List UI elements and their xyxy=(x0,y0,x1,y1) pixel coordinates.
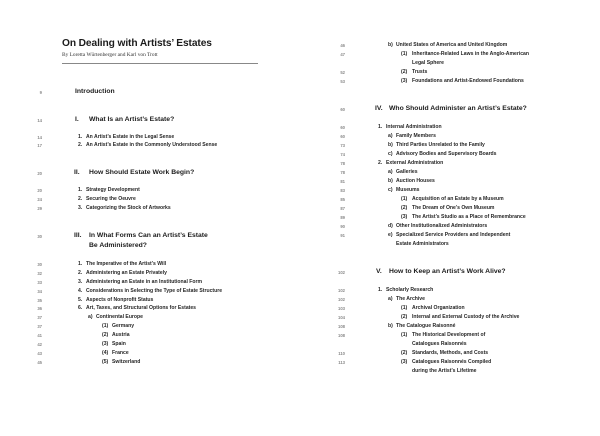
entry-title: External Administration xyxy=(386,160,444,166)
page-number: 78 xyxy=(340,169,345,175)
page-number: 108 xyxy=(338,332,345,338)
entry-title: Categorizing the Stock of Artworks xyxy=(86,205,171,211)
entry-number: (3) xyxy=(401,214,408,220)
title-divider xyxy=(62,63,258,64)
page-number: 74 xyxy=(340,151,345,157)
page-number: 37 xyxy=(37,314,42,320)
entry-title: Spain xyxy=(112,341,126,347)
page-number: 14 xyxy=(37,134,42,140)
entry-number: I. xyxy=(75,116,79,123)
page-number: 47 xyxy=(340,51,345,57)
entry-number: a) xyxy=(388,296,393,302)
page-number: 60 xyxy=(340,107,345,112)
entry-title: An Artist’s Estate in the Commonly Understood Sense xyxy=(86,142,218,148)
page-number: 20 xyxy=(37,171,42,176)
entry-title: Family Members xyxy=(396,133,436,139)
entry-number: 1. xyxy=(78,261,83,267)
entry-number: (2) xyxy=(401,314,408,320)
page-number: 45 xyxy=(37,359,42,365)
entry-number: (3) xyxy=(401,78,408,84)
entry-number: c) xyxy=(388,187,393,193)
entry-title: How Should Estate Work Begin? xyxy=(89,169,195,176)
entry-title: Catalogues Raisonnés xyxy=(412,341,467,347)
entry-number: 3. xyxy=(78,279,83,285)
entry-title: Continental Europe xyxy=(96,314,143,320)
entry-number: e) xyxy=(388,232,393,238)
entry-number: (4) xyxy=(102,350,109,356)
entry-title: The Artist’s Studio as a Place of Remembrance xyxy=(412,214,526,220)
page-number: 103 xyxy=(338,305,345,311)
entry-number: b) xyxy=(388,142,393,148)
entry-title: How to Keep an Artist’s Work Alive? xyxy=(389,268,506,275)
entry-title: Be Administered? xyxy=(89,242,147,249)
entry-number: a) xyxy=(88,314,93,320)
entry-title: Legal Sphere xyxy=(412,60,444,66)
page-number: 37 xyxy=(37,323,42,329)
entry-number: 4. xyxy=(78,288,83,294)
entry-title: Securing the Oeuvre xyxy=(86,196,136,202)
entry-number: 6. xyxy=(78,305,83,311)
entry-title: Scholarly Research xyxy=(386,287,434,293)
entry-title: Third Parties Unrelated to the Family xyxy=(396,142,485,148)
page-number: 87 xyxy=(340,205,345,211)
page-number: 43 xyxy=(37,350,42,356)
entry-number: b) xyxy=(388,323,393,329)
page-number: 32 xyxy=(37,270,42,276)
entry-title: The Catalogue Raisonné xyxy=(396,323,456,329)
entry-number: (1) xyxy=(401,196,408,202)
entry-title: Switzerland xyxy=(112,359,141,365)
entry-number: 1. xyxy=(78,134,83,140)
page-number: 52 xyxy=(340,69,345,75)
entry-number: 1. xyxy=(378,124,383,130)
entry-title: Archival Organization xyxy=(412,305,465,311)
page-number: 33 xyxy=(37,279,42,285)
entry-number: 5. xyxy=(78,297,83,303)
page-number: 110 xyxy=(338,350,345,356)
entry-title: Specialized Service Providers and Independent xyxy=(396,232,511,238)
page-number: 36 xyxy=(37,305,42,311)
page-number: 30 xyxy=(37,261,42,267)
page-number: 104 xyxy=(338,314,345,320)
entry-number: (1) xyxy=(401,305,408,311)
entry-title: Auction Houses xyxy=(396,178,435,184)
page-number: 102 xyxy=(338,270,345,275)
entry-title: United States of America and United Kingdom xyxy=(396,42,508,48)
entry-title: during the Artist’s Lifetime xyxy=(412,368,477,374)
entry-title: Estate Administrators xyxy=(396,241,449,247)
page-number: 102 xyxy=(338,296,345,302)
entry-title: Trusts xyxy=(412,69,428,75)
entry-number: 1. xyxy=(378,287,383,293)
entry-number: (1) xyxy=(102,323,109,329)
page-number: 29 xyxy=(37,205,42,211)
page-number: 20 xyxy=(37,187,42,193)
entry-title: Administering an Estate in an Institutional Form xyxy=(86,279,203,285)
entry-title: Austria xyxy=(112,332,130,338)
page-number: 81 xyxy=(340,178,345,184)
entry-number: (2) xyxy=(401,205,408,211)
page-number: 91 xyxy=(340,232,345,238)
entry-title: Foundations and Artist-Endowed Foundations xyxy=(412,78,524,84)
entry-number: IV. xyxy=(375,105,383,112)
entry-number: 2. xyxy=(78,196,83,202)
entry-number: (2) xyxy=(102,332,109,338)
entry-title: Aspects of Nonprofit Status xyxy=(86,297,154,303)
page-number: 35 xyxy=(37,297,42,303)
page-number: 53 xyxy=(340,78,345,84)
entry-number: d) xyxy=(388,223,393,229)
entry-title: Acquisition of an Estate by a Museum xyxy=(412,196,504,202)
page-number: 34 xyxy=(37,288,42,294)
entry-number: c) xyxy=(388,151,393,157)
entry-title: Who Should Administer an Artist’s Estate? xyxy=(389,105,527,112)
page-number: 46 xyxy=(340,42,345,48)
page-number: 73 xyxy=(340,142,345,148)
entry-title: Germany xyxy=(112,323,135,329)
entry-number: III. xyxy=(74,232,82,239)
page-number: 89 xyxy=(340,214,345,220)
right-page xyxy=(300,0,600,436)
entry-number: b) xyxy=(388,42,393,48)
entry-number: (1) xyxy=(401,51,408,57)
page-number: 83 xyxy=(340,187,345,193)
entry-number: (2) xyxy=(401,69,408,75)
entry-title: Standards, Methods, and Costs xyxy=(412,350,489,356)
entry-title: The Imperative of the Artist’s Will xyxy=(86,261,167,267)
entry-number: a) xyxy=(388,133,393,139)
entry-number: 2. xyxy=(378,160,383,166)
entry-title: Introduction xyxy=(75,88,115,95)
page-number: 14 xyxy=(37,118,42,123)
entry-number: b) xyxy=(388,178,393,184)
entry-number: II. xyxy=(74,169,80,176)
page-number: 90 xyxy=(340,223,345,229)
entry-title: The Dream of One’s Own Museum xyxy=(412,205,495,211)
author-byline: By Loretta Würtenberger and Karl von Trott xyxy=(62,52,158,58)
page-number: 60 xyxy=(340,124,345,130)
page-number: 60 xyxy=(340,133,345,139)
page-number: 24 xyxy=(37,196,42,202)
page-number: 78 xyxy=(340,160,345,166)
entry-title: Administering an Estate Privately xyxy=(86,270,167,276)
entry-title: Catalogues Raisonnés Compiled xyxy=(412,359,492,365)
entry-title: Internal and External Custody of the Archive xyxy=(412,314,520,320)
entry-title: Internal Administration xyxy=(386,124,442,130)
entry-title: Other Institutionalized Administrators xyxy=(396,223,488,229)
entry-title: Inheritance-Related Laws in the Anglo-American xyxy=(412,51,529,57)
document-title: On Dealing with Artists’ Estates xyxy=(62,38,212,49)
entry-number: a) xyxy=(388,169,393,175)
page-number: 85 xyxy=(340,196,345,202)
page-number: 30 xyxy=(37,234,42,239)
page-number: 41 xyxy=(37,332,42,338)
entry-title: The Archive xyxy=(396,296,425,302)
entry-number: (3) xyxy=(401,359,408,365)
page-number: 113 xyxy=(338,359,345,365)
entry-title: Art, Taxes, and Structural Options for Estates xyxy=(86,305,197,311)
entry-number: (3) xyxy=(102,341,109,347)
entry-title: Considerations in Selecting the Type of Estate Structure xyxy=(86,288,223,294)
page-number: 108 xyxy=(338,323,345,329)
entry-title: Advisory Bodies and Supervisory Boards xyxy=(396,151,497,157)
entry-title: What Is an Artist’s Estate? xyxy=(89,116,175,123)
entry-number: (2) xyxy=(401,350,408,356)
entry-title: Galleries xyxy=(396,169,418,175)
entry-number: (1) xyxy=(401,332,408,338)
entry-number: V. xyxy=(376,268,382,275)
entry-number: (5) xyxy=(102,359,109,365)
entry-number: 3. xyxy=(78,205,83,211)
page-number: 42 xyxy=(37,341,42,347)
entry-title: In What Forms Can an Artist’s Estate xyxy=(89,232,208,239)
entry-title: Museums xyxy=(396,187,420,193)
entry-number: 2. xyxy=(78,142,83,148)
entry-title: An Artist’s Estate in the Legal Sense xyxy=(86,134,175,140)
entry-title: France xyxy=(112,350,129,356)
entry-title: Strategy Development xyxy=(86,187,140,193)
entry-number: 1. xyxy=(78,187,83,193)
entry-title: The Historical Development of xyxy=(412,332,486,338)
entry-number: 2. xyxy=(78,270,83,276)
page-number: 102 xyxy=(338,287,345,293)
page-number: 17 xyxy=(37,142,42,148)
page-number: 9 xyxy=(39,90,42,95)
